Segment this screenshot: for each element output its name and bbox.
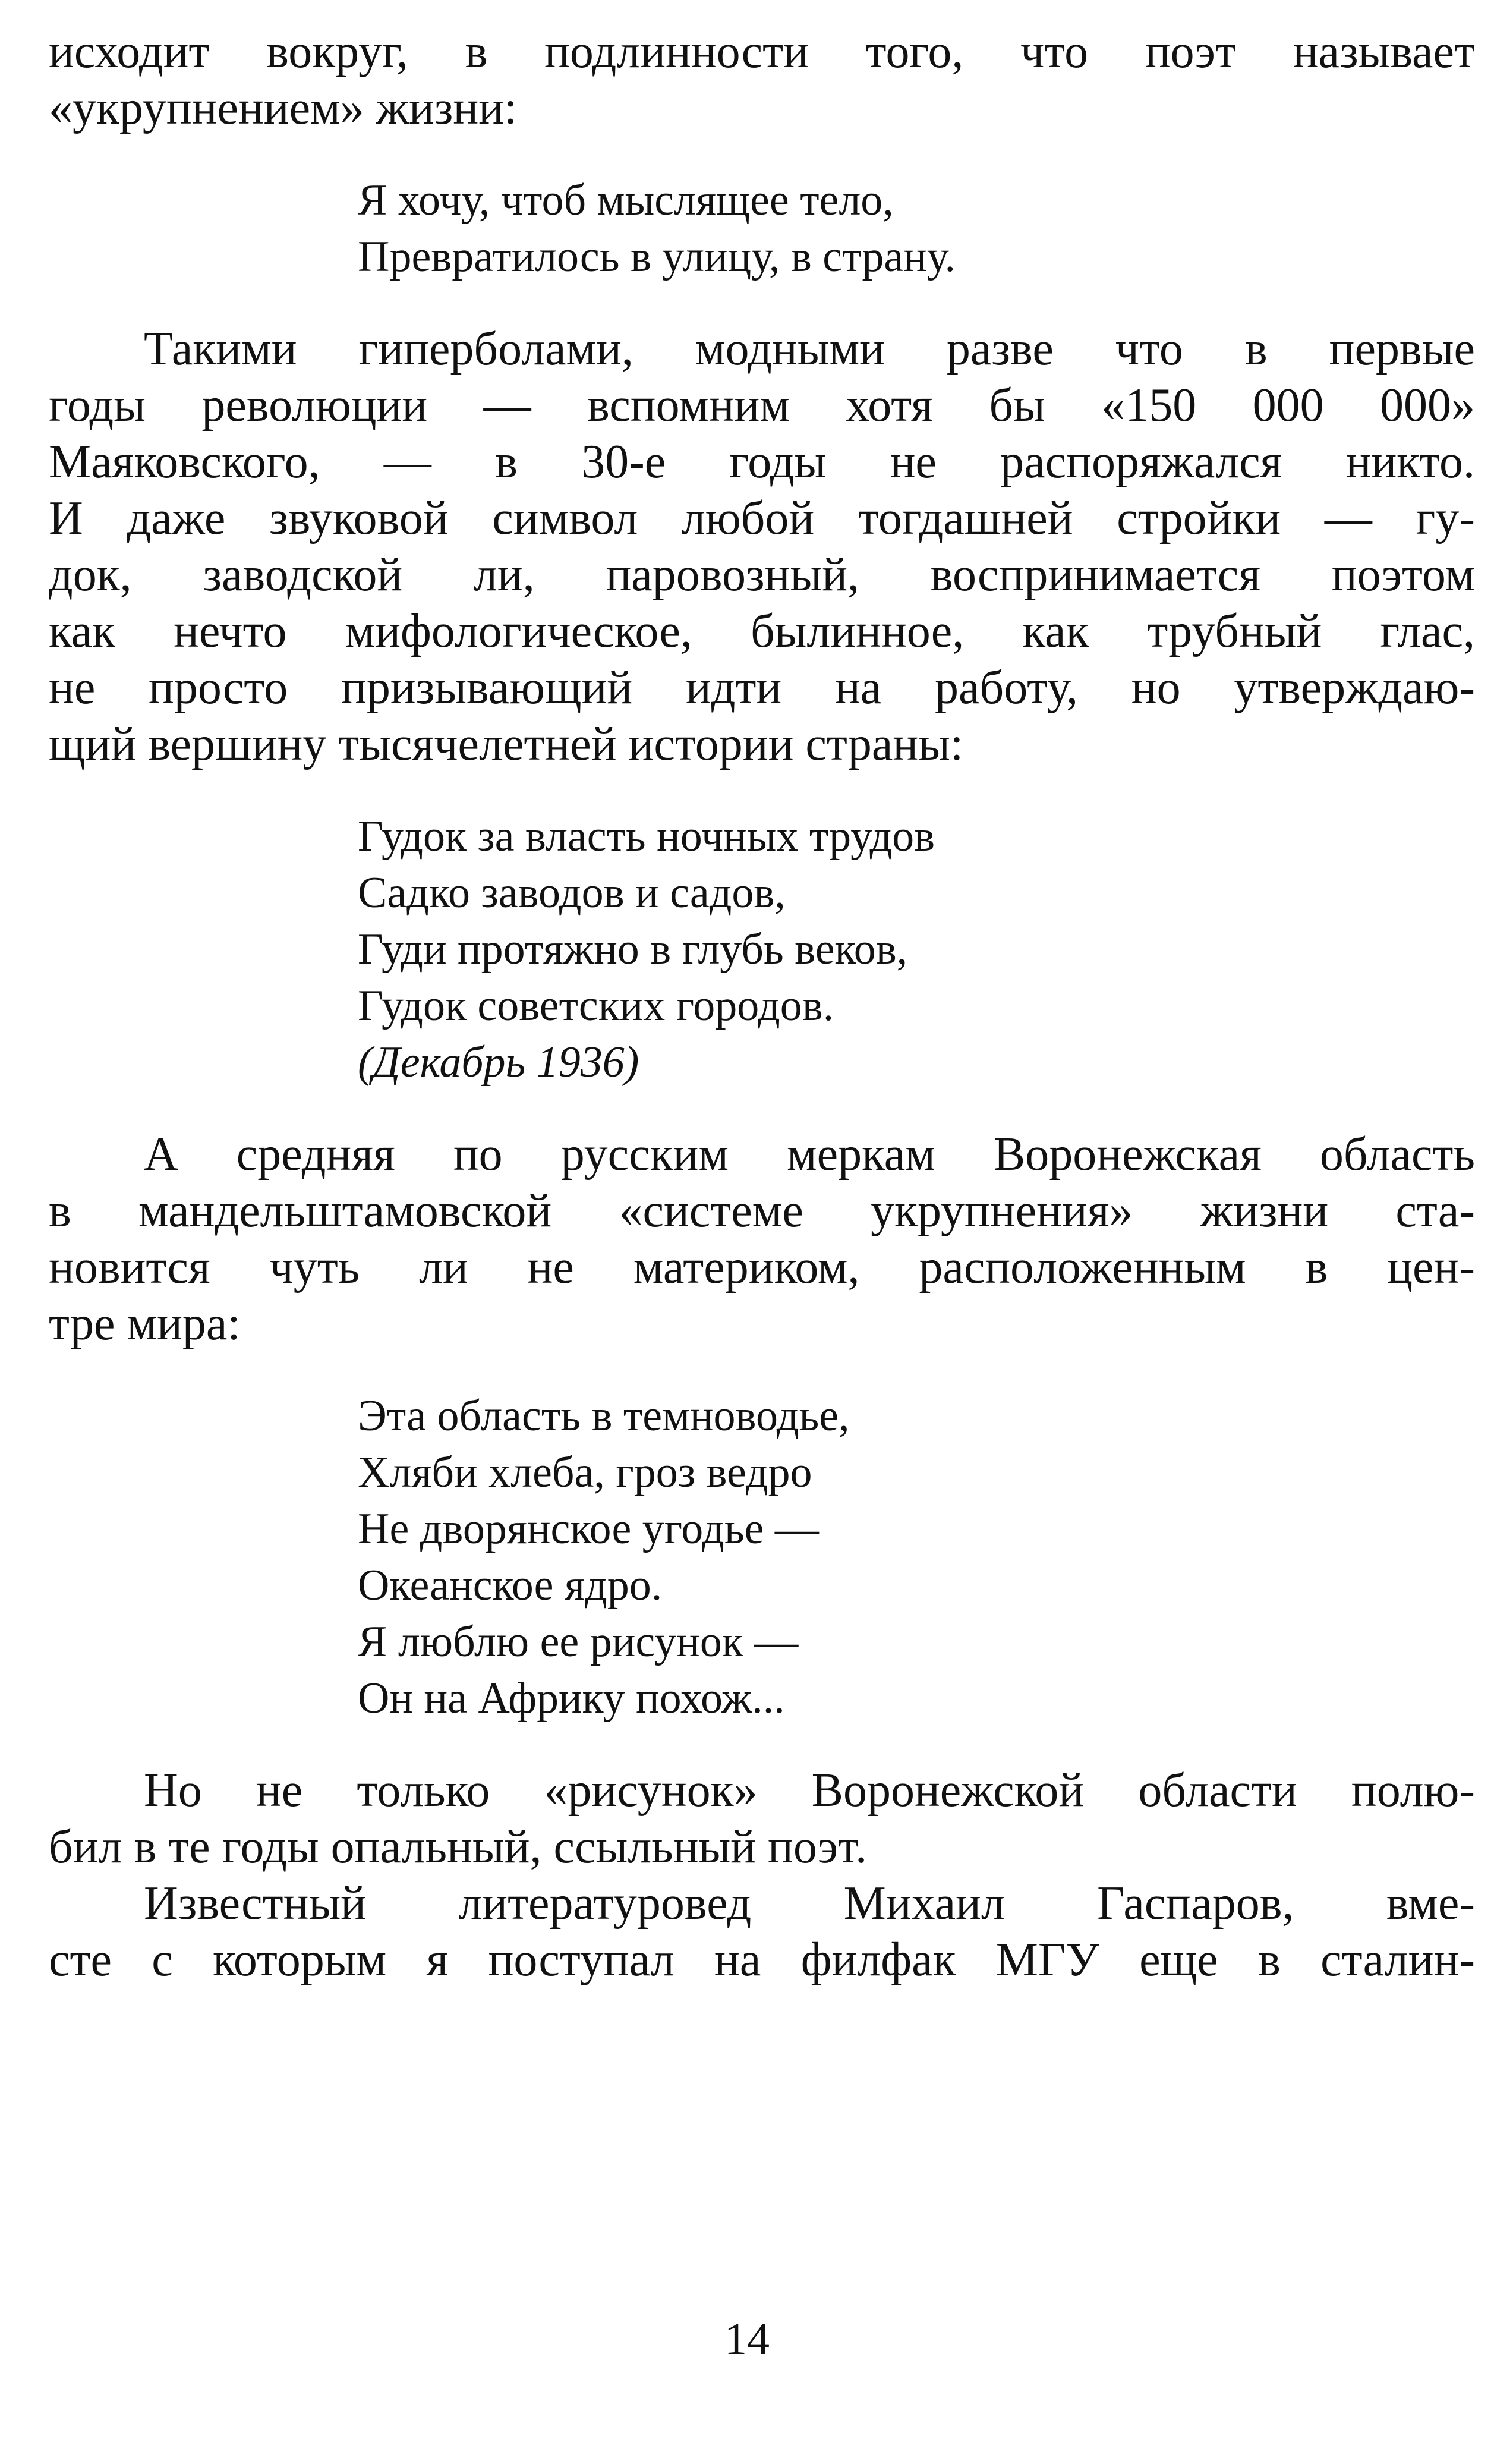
verse-line: Садко заводов и садов, — [358, 868, 786, 917]
text-line: Такими гиперболами, модными разве что в первые — [144, 323, 1475, 375]
poem-excerpt-2 — [358, 808, 1475, 1091]
text-line: в мандельштамовской «системе укрупнения» жизни ста- — [49, 1185, 1475, 1237]
verse-line: Гудок за власть ночных трудов — [358, 812, 935, 861]
paragraph-gasparov — [49, 1875, 1475, 1988]
verse-line: Я хочу, чтоб мыслящее тело, — [358, 176, 894, 225]
verse-line: Эта область в темноводье, — [358, 1392, 850, 1440]
page-body — [49, 24, 1475, 1988]
paragraph-risunok — [49, 1763, 1475, 1875]
verse-line: Океанское ядро. — [358, 1561, 663, 1610]
text-line: сте с которым я поступал на филфак МГУ еще в сталин- — [49, 1934, 1475, 1986]
verse-line: Я люблю ее рисунок — — [358, 1618, 799, 1666]
text-line: А средняя по русским меркам Воронежская область — [144, 1128, 1475, 1181]
text-line: новится чуть ли не материком, расположенным в цен- — [49, 1241, 1475, 1294]
poem-excerpt-3 — [358, 1388, 1475, 1727]
text-line: бил в те годы опальный, ссыльный поэт. — [49, 1821, 868, 1873]
text-line: Известный литературовед Михаил Гаспаров, вме- — [144, 1877, 1475, 1930]
verse-line: Хляби хлеба, гроз ведро — [358, 1448, 812, 1497]
verse-line: Он на Африку похож... — [358, 1674, 785, 1723]
text-line: не просто призывающий идти на работу, но утверждаю- — [49, 662, 1475, 714]
text-line: щий вершину тысячелетней истории страны: — [49, 718, 964, 770]
text-line: годы революции — вспомним хотя бы «150 000 000» — [49, 379, 1475, 432]
poem-date: (Декабрь 1936) — [358, 1038, 639, 1087]
verse-line: Превратилось в улицу, в страну. — [358, 232, 956, 281]
page-number: 14 — [724, 2314, 770, 2364]
text-line: И даже звуковой символ любой тогдашней стройки — гу- — [49, 492, 1475, 545]
text-line: как нечто мифологическое, былинное, как трубный глас, — [49, 605, 1475, 657]
text-line: док, заводской ли, паровозный, воспринимается поэтом — [49, 549, 1475, 601]
verse-line: Гудок советских городов. — [358, 981, 834, 1030]
text-line: тре мира: — [49, 1298, 241, 1350]
paragraph-voronezh — [49, 1126, 1475, 1352]
poem-excerpt-1 — [358, 172, 1475, 285]
text-line: «укрупнением» жизни: — [49, 82, 518, 134]
verse-line: Гуди протяжно в глубь веков, — [358, 925, 908, 974]
text-line: Но не только «рисунок» Воронежской области полю- — [144, 1764, 1475, 1817]
text-line: исходит вокруг, в подлинности того, что поэт называет — [49, 26, 1475, 78]
text-line: Маяковского, — в 30-е годы не распоряжался никто. — [49, 436, 1475, 488]
verse-line: Не дворянское угодье — — [358, 1505, 819, 1553]
paragraph-continuation — [49, 24, 1475, 137]
paragraph-hyperbole — [49, 321, 1475, 773]
